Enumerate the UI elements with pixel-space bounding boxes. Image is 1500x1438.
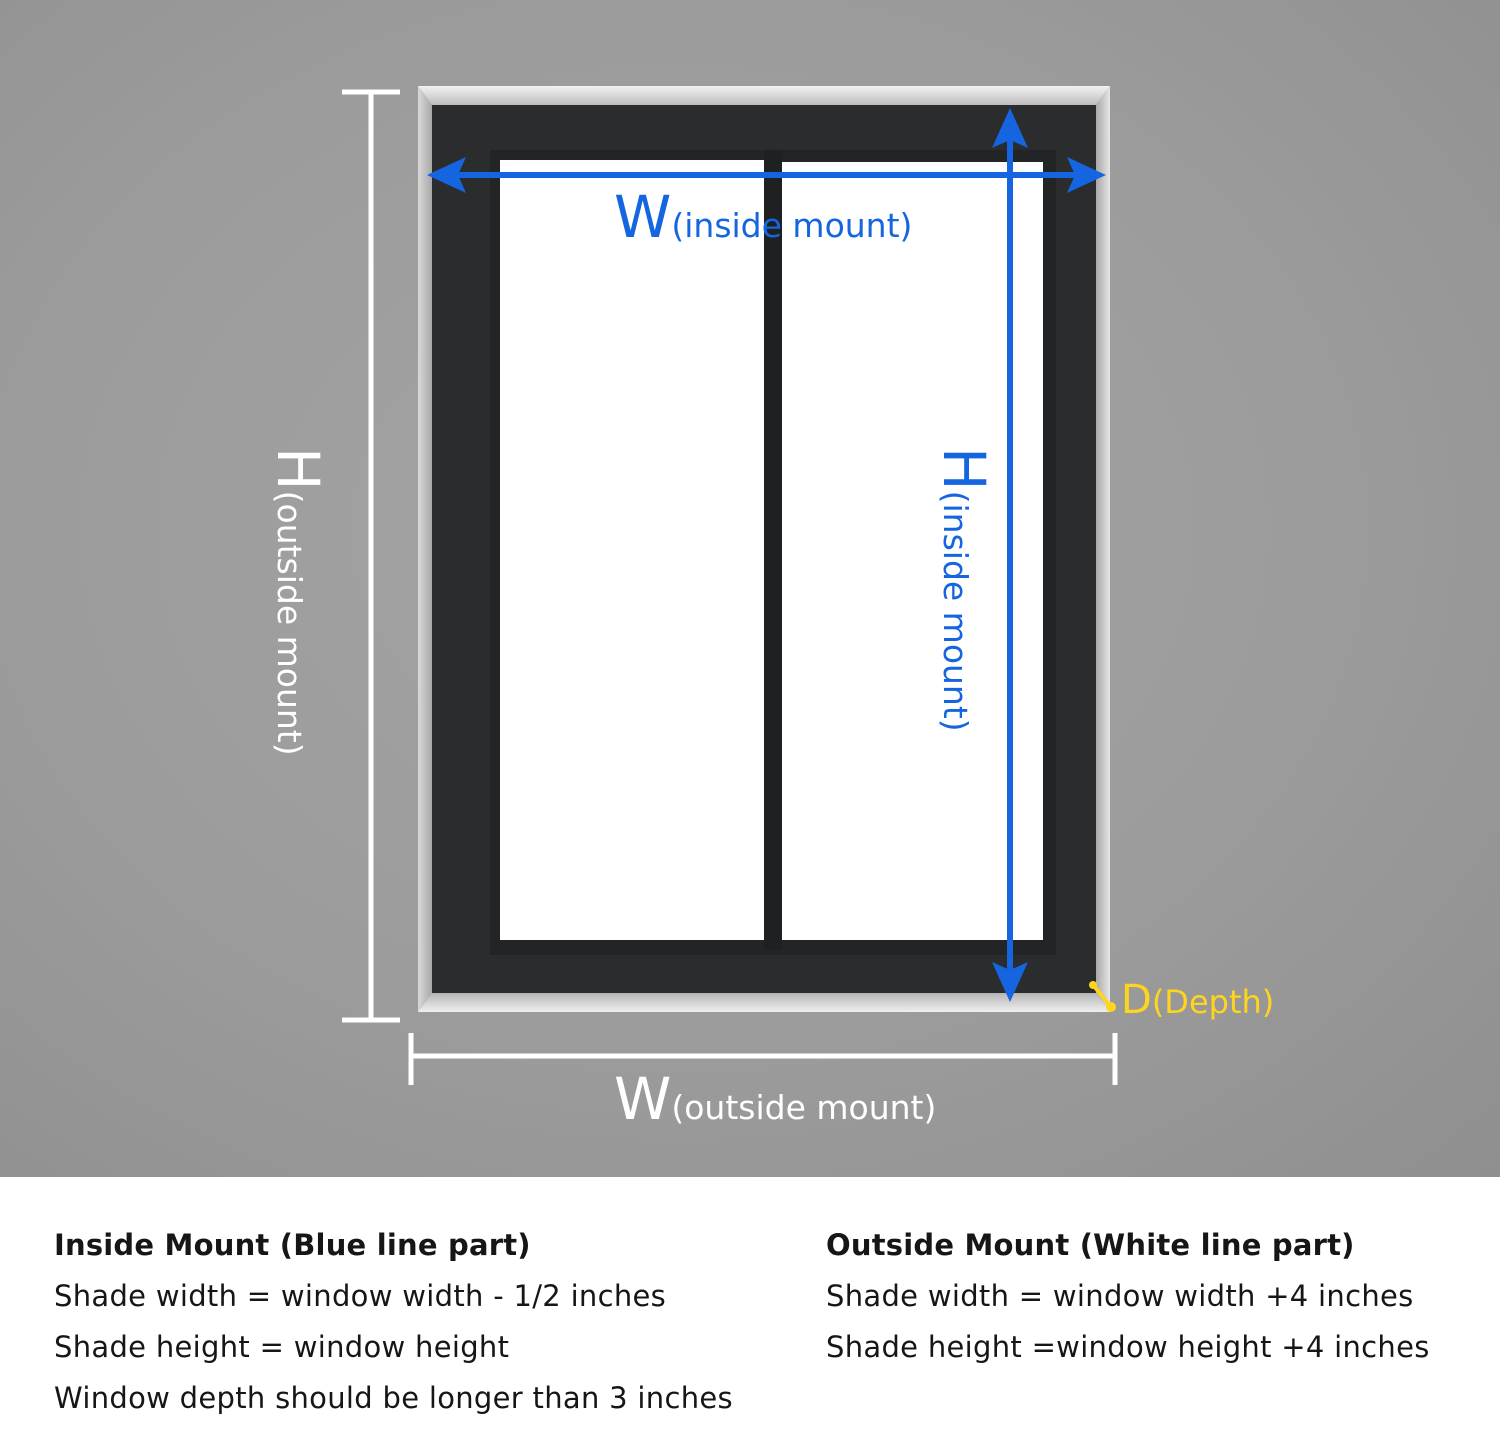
inside-width-text: (inside mount) <box>671 206 913 245</box>
depth-label <box>1121 977 1275 1023</box>
inside-height-text: (inside mount) <box>936 490 975 732</box>
left-glass-pane <box>500 160 764 940</box>
inside-width-label <box>614 183 913 251</box>
outside-width-text: (outside mount) <box>671 1088 937 1127</box>
inside-mount-notes <box>54 1228 733 1435</box>
outside-mount-notes <box>826 1228 1430 1384</box>
outside-width-label <box>614 1065 937 1133</box>
outside-height-bracket <box>342 92 400 1020</box>
outside-mount-note: Shade height =window height +4 inches <box>826 1330 1430 1364</box>
right-glass-pane <box>782 162 1043 940</box>
outside-height-label <box>264 447 332 756</box>
inside-height-letter: H <box>930 447 998 491</box>
outside-height-letter: H <box>264 447 332 491</box>
depth-letter: D <box>1121 977 1152 1023</box>
outside-width-letter: W <box>614 1065 672 1133</box>
center-mullion <box>764 150 782 950</box>
outside-mount-note: Shade width = window width +4 inches <box>826 1279 1414 1313</box>
measurement-notes <box>0 1177 1500 1438</box>
outside-height-text: (outside mount) <box>270 490 309 756</box>
inside-width-letter: W <box>614 183 672 251</box>
inside-mount-note: Shade height = window height <box>54 1330 510 1364</box>
inside-height-label <box>930 447 998 732</box>
inside-mount-note: Window depth should be longer than 3 inches <box>54 1381 733 1415</box>
inside-mount-heading: Inside Mount (Blue line part) <box>54 1228 531 1262</box>
inside-mount-note: Shade width = window width - 1/2 inches <box>54 1279 667 1313</box>
outside-mount-heading: Outside Mount (White line part) <box>826 1228 1355 1262</box>
depth-text: (Depth) <box>1151 983 1275 1021</box>
